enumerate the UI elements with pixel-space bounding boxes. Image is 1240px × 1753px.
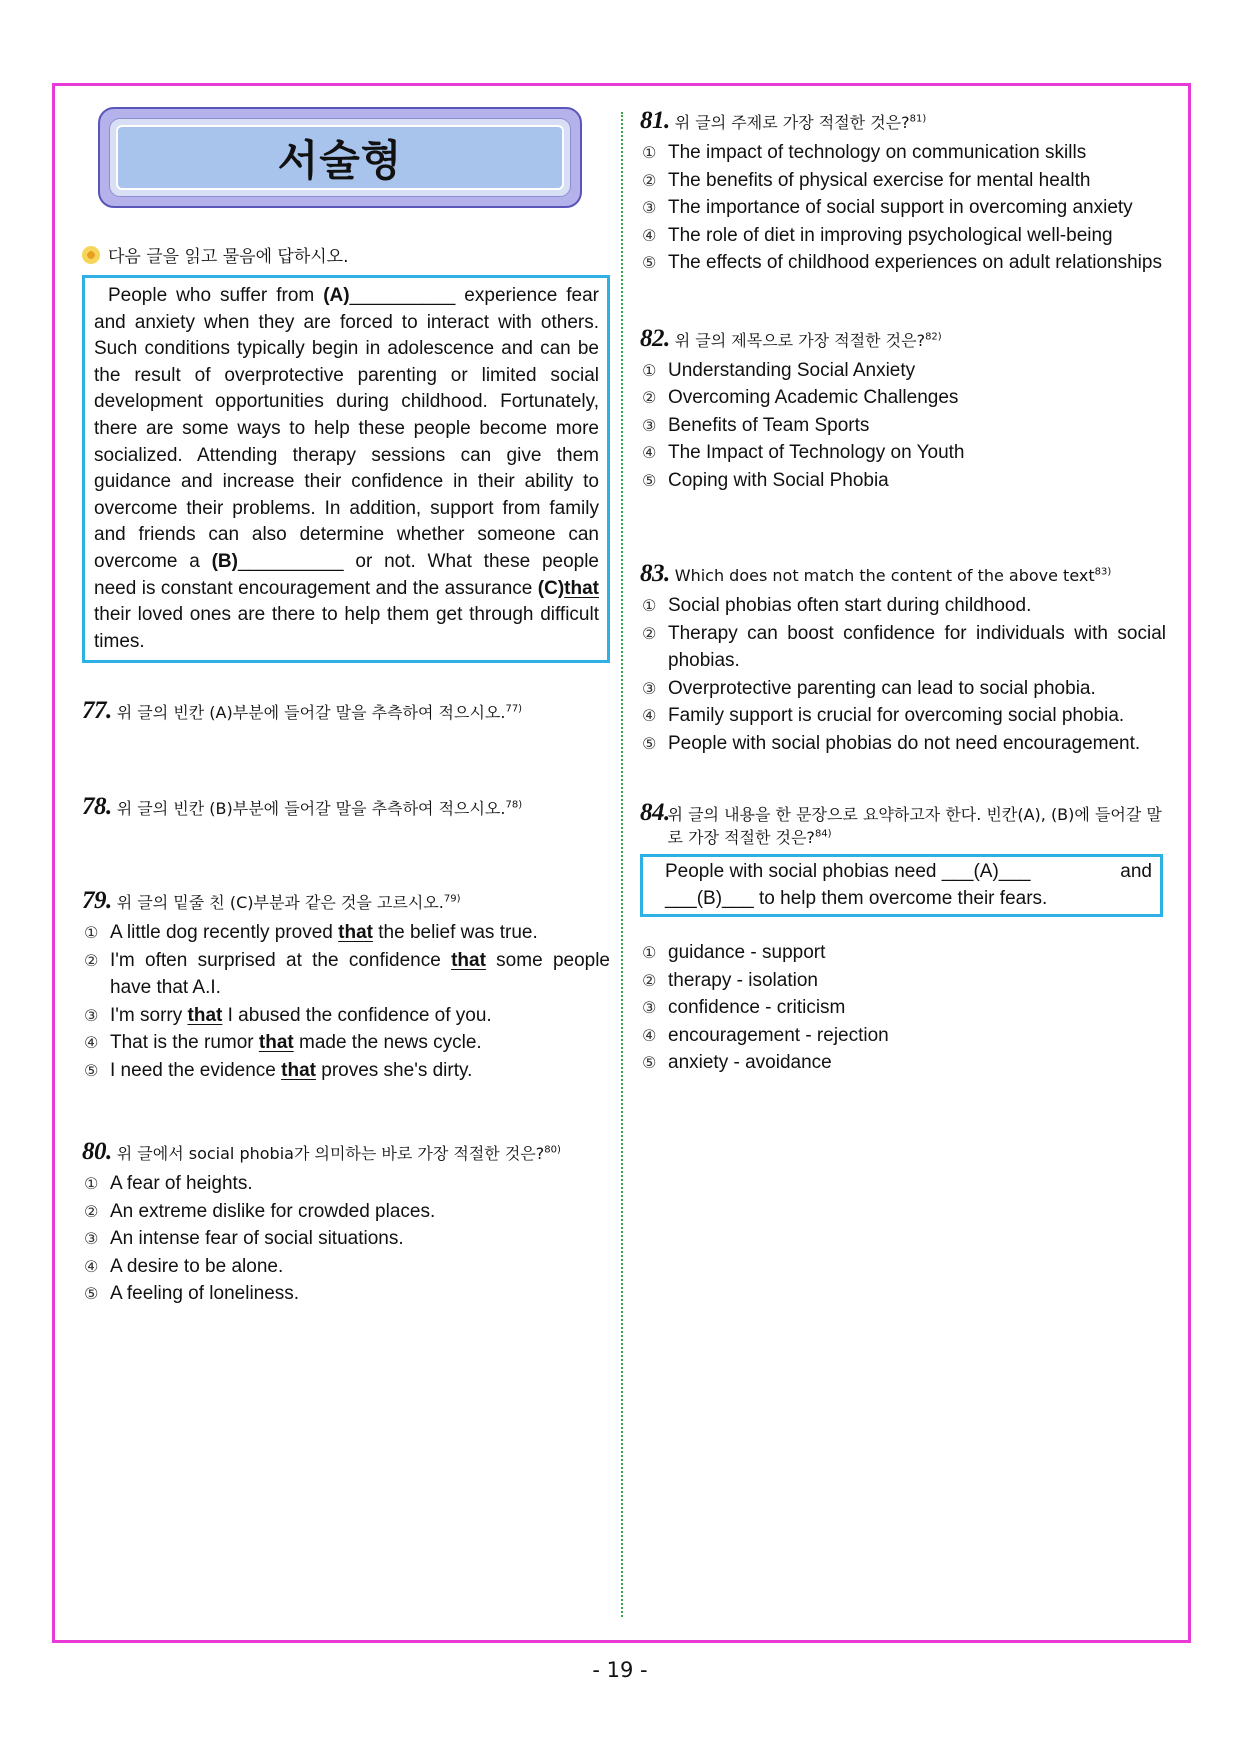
right-column: [640, 107, 1166, 1077]
question-number: 77.: [82, 697, 112, 725]
option-item[interactable]: ② therapy - isolation: [642, 969, 818, 991]
question-text: 위 글의 내용을 한 문장으로 요약하고자 한다. 빈칸(A), (B)에 들어갈 말로 가장 적절한 것은?$^{84)}$: [667, 805, 1162, 847]
option-item[interactable]: ③ An intense fear of social situations.: [84, 1228, 404, 1250]
option-item[interactable]: ① Understanding Social Anxiety: [642, 359, 916, 381]
question-79: [82, 887, 610, 915]
left-column: [82, 107, 610, 1308]
q80-options: [82, 1170, 610, 1308]
option-item[interactable]: ③ Overprotective parenting can lead to social phobia.: [642, 677, 1096, 699]
question-82: [640, 325, 1166, 353]
question-number: 82.: [640, 324, 670, 352]
q83-options: [640, 592, 1166, 757]
option-item[interactable]: ④ encouragement - rejection: [642, 1024, 889, 1046]
question-text: 위 글의 밑줄 친 (C)부분과 같은 것을 고르시오.$^{79)}$: [116, 893, 461, 913]
option-item[interactable]: ⑤ The effects of childhood experiences on adult relationships: [642, 252, 1162, 273]
c-underlined-word: that: [564, 577, 599, 599]
question-number: 80.: [82, 1138, 112, 1166]
option-item[interactable]: ② The benefits of physical exercise for mental health: [642, 169, 1091, 191]
option-item[interactable]: ④ The Impact of Technology on Youth: [642, 442, 965, 463]
option-item[interactable]: ③ The importance of social support in overcoming anxiety: [642, 197, 1133, 218]
question-text: 위 글의 빈칸 (B)부분에 들어갈 말을 추측하여 적으시오.$^{78)}$: [116, 799, 523, 819]
column-divider: [621, 112, 623, 1617]
option-item[interactable]: ② Therapy can boost confidence for individuals with social phobias.: [642, 622, 1166, 671]
question-text: 위 글의 제목으로 가장 적절한 것은?$^{82)}$: [674, 330, 942, 350]
c-label: (C): [537, 577, 565, 599]
question-text: 위 글의 빈칸 (A)부분에 들어갈 말을 추측하여 적으시오.$^{77)}$: [116, 703, 523, 723]
option-item[interactable]: ① A little dog recently proved that the belief was true.: [84, 922, 538, 944]
question-text: 위 글에서 social phobia가 의미하는 바로 가장 적절한 것은?$^{80)}$: [116, 1144, 561, 1164]
option-item[interactable]: ③ Benefits of Team Sports: [642, 414, 870, 436]
blank-b-label: (B): [211, 550, 238, 572]
option-item[interactable]: ④ The role of diet in improving psychological well-being: [642, 224, 1113, 246]
q81-options: [640, 139, 1166, 277]
question-text: 위 글의 주제로 가장 적절한 것은?$^{81)}$: [674, 113, 927, 132]
option-item[interactable]: ① The impact of technology on communication skills: [642, 142, 1087, 163]
option-item[interactable]: ④ Family support is crucial for overcoming social phobia.: [642, 705, 1125, 726]
question-text: Which does not match the content of the above text$^{83)}$: [674, 566, 1112, 585]
question-81: [640, 107, 1166, 135]
question-number: 78.: [82, 793, 112, 821]
option-item[interactable]: ⑤ People with social phobias do not need encouragement.: [642, 732, 1141, 754]
section-banner: [98, 107, 582, 208]
option-item[interactable]: ① Social phobias often start during childhood.: [642, 595, 1032, 616]
q82-options: [640, 357, 1166, 495]
blank-a-label: (A): [323, 285, 350, 306]
option-item[interactable]: ⑤ I need the evidence that proves she's dirty.: [84, 1059, 473, 1081]
option-item[interactable]: ⑤ A feeling of loneliness.: [84, 1283, 300, 1305]
question-80: [82, 1138, 610, 1166]
option-item[interactable]: ② I'm often surprised at the confidence that some people have that A.I.: [84, 949, 610, 999]
question-83: [640, 560, 1166, 588]
option-item[interactable]: ④ That is the rumor that made the news cycle.: [84, 1032, 482, 1054]
option-item[interactable]: ② An extreme dislike for crowded places.: [84, 1200, 436, 1222]
option-item[interactable]: ② Overcoming Academic Challenges: [642, 387, 959, 408]
question-number: 84.: [640, 799, 670, 826]
option-item[interactable]: ⑤ anxiety - avoidance: [642, 1052, 832, 1074]
blank-a-line: __________: [349, 285, 456, 306]
question-84: [640, 799, 1166, 848]
question-78: [82, 793, 610, 821]
option-item[interactable]: ③ confidence - criticism: [642, 997, 846, 1019]
option-item[interactable]: ① A fear of heights.: [84, 1173, 253, 1195]
option-item[interactable]: ③ I'm sorry that I abused the confidence of you.: [84, 1004, 492, 1026]
summary-box: People with social phobias need ___(A)___ and ___(B)___ to help them overcome their fears.: [640, 854, 1163, 917]
question-number: 81.: [640, 107, 670, 134]
flower-icon: [82, 246, 100, 264]
blank-b-line: __________: [237, 550, 344, 572]
option-item[interactable]: ⑤ Coping with Social Phobia: [642, 469, 889, 491]
question-number: 79.: [82, 887, 112, 915]
instruction-text: 다음 글을 읽고 물음에 답하시오.: [108, 247, 349, 267]
q79-options: [82, 919, 610, 1084]
q84-options: [640, 939, 1166, 1077]
question-77: [82, 697, 610, 725]
question-number: 83.: [640, 560, 670, 587]
section-title: 서술형: [277, 135, 403, 185]
reading-passage: People who suffer from (A)__________ experience fear and anxiety when they are forced to interact with others. Such conditions typically begin in adolescence and can be the result of overprotective parenting or limited social development opportunities during childhood. Fortunately, there are some ways to help these people become more socialized. Attending therapy sessions can give them guidance and increase their confidence in their ability to overcome their problems. In addition, support from family and friends can also determine whether someone can overcome a (B)__________ or not. What these people need is constant encouragement and the assurance (C)that their loved ones are there to help them get through difficult times.: [82, 275, 610, 663]
instruction: [82, 242, 610, 267]
page-number: - 19 -: [592, 1658, 648, 1682]
option-item[interactable]: ① guidance - support: [642, 942, 826, 964]
option-item[interactable]: ④ A desire to be alone.: [84, 1255, 284, 1277]
